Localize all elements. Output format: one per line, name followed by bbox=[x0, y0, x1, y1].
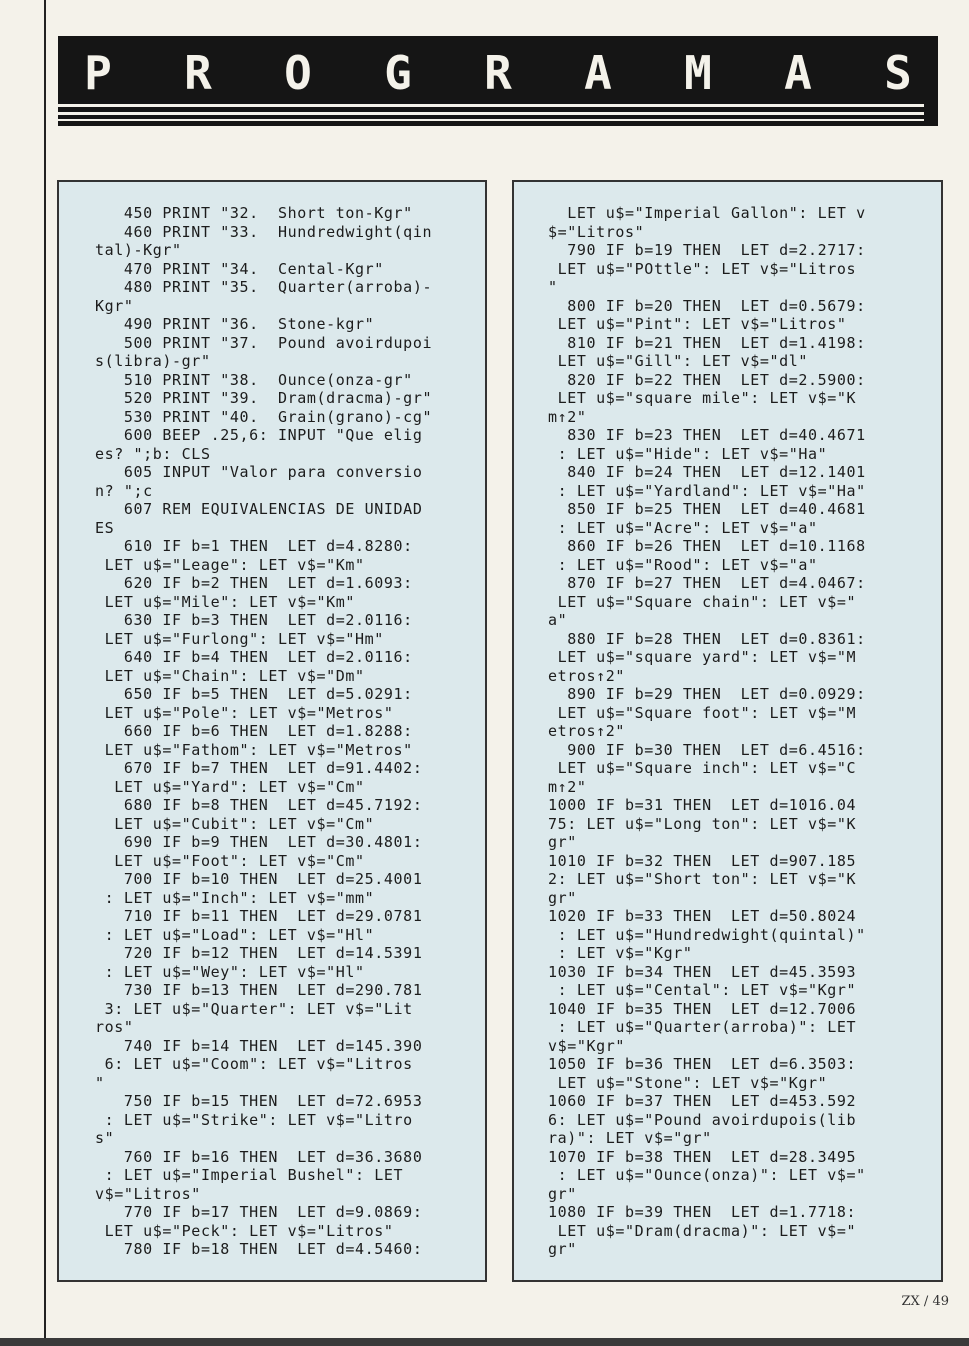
code-line: 670 IF b=7 THEN LET d=91.4402: bbox=[95, 759, 423, 777]
code-line: LET u$="Cubit": LET v$="Cm" bbox=[95, 814, 375, 833]
banner-letter: M bbox=[684, 46, 712, 100]
code-line: 650 IF b=5 THEN LET d=5.0291: bbox=[95, 685, 413, 703]
code-lines-left bbox=[95, 204, 432, 1259]
banner-stripe bbox=[58, 119, 924, 121]
bottom-edge bbox=[0, 1338, 969, 1346]
code-line: 860 IF b=26 THEN LET d=10.1168 bbox=[548, 537, 866, 555]
code-line: : LET u$="Wey": LET v$="Hl" bbox=[95, 962, 365, 981]
code-line: tal)-Kgr" bbox=[95, 241, 182, 259]
page-number: ZX / 49 bbox=[901, 1294, 949, 1309]
code-line: $="Litros" bbox=[548, 222, 645, 241]
code-line: : LET u$="Yardland": LET v$="Ha" bbox=[548, 481, 866, 500]
code-line: 730 IF b=13 THEN LET d=290.781 bbox=[95, 981, 423, 999]
code-line: gr" bbox=[548, 833, 577, 851]
code-line: 1060 IF b=37 THEN LET d=453.592 bbox=[548, 1092, 857, 1110]
banner-letter: A bbox=[784, 46, 812, 100]
code-line: : LET u$="Strike": LET v$="Litro bbox=[95, 1110, 413, 1129]
code-line: 600 BEEP .25,6: INPUT "Que elig bbox=[95, 426, 423, 444]
code-line: LET u$="Peck": LET v$="Litros" bbox=[95, 1221, 394, 1240]
code-line: v$="Kgr" bbox=[548, 1036, 626, 1055]
code-line: 1070 IF b=38 THEN LET d=28.3495 bbox=[548, 1147, 857, 1166]
code-line: 6: LET u$="Pound avoirdupois(lib bbox=[548, 1110, 857, 1129]
code-line: 460 PRINT "33. Hundredwight(qin bbox=[95, 222, 433, 241]
code-line: 690 IF b=9 THEN LET d=30.4801: bbox=[95, 833, 423, 851]
code-line: 740 IF b=14 THEN LET d=145.390 bbox=[95, 1036, 423, 1055]
code-line: m↑2" bbox=[548, 407, 587, 426]
code-line: etros↑2" bbox=[548, 666, 626, 685]
code-line: LET u$="Leage": LET v$="Km" bbox=[95, 555, 365, 574]
code-line: LET u$="Pole": LET v$="Metros" bbox=[95, 703, 394, 722]
code-line: LET u$="Foot": LET v$="Cm" bbox=[95, 851, 365, 870]
code-line: LET u$="square mile": LET v$="K bbox=[548, 389, 857, 407]
code-listing-left bbox=[57, 180, 487, 1282]
code-line: ros" bbox=[95, 1018, 134, 1036]
code-line: 6: LET u$="Coom": LET v$="Litros bbox=[95, 1055, 413, 1073]
code-line: : LET u$="Inch": LET v$="mm" bbox=[95, 888, 375, 907]
code-line: : LET u$="Acre": LET v$="a" bbox=[548, 518, 818, 537]
code-line: ra)": LET v$="gr" bbox=[548, 1129, 712, 1147]
code-line: 800 IF b=20 THEN LET d=0.5679: bbox=[548, 296, 866, 315]
code-line: 1050 IF b=36 THEN LET d=6.3503: bbox=[548, 1055, 857, 1073]
code-line: LET u$="POttle": LET v$="Litros bbox=[548, 259, 857, 278]
code-line: LET u$="Yard": LET v$="Cm" bbox=[95, 777, 365, 796]
code-line: 810 IF b=21 THEN LET d=1.4198: bbox=[548, 333, 866, 352]
code-listing-right bbox=[512, 180, 943, 1282]
code-line: LET u$="Chain": LET v$="Dm" bbox=[95, 666, 365, 685]
code-line: " bbox=[95, 1073, 105, 1092]
banner-stripe bbox=[58, 104, 924, 107]
code-line: es? ";b: CLS bbox=[95, 444, 211, 463]
code-line: LET u$="Dram(dracma)": LET v$=" bbox=[548, 1221, 857, 1240]
banner-letter: R bbox=[484, 46, 512, 100]
code-line: 680 IF b=8 THEN LET d=45.7192: bbox=[95, 796, 423, 814]
code-line: 3: LET u$="Quarter": LET v$="Lit bbox=[95, 999, 413, 1018]
code-line: 1020 IF b=33 THEN LET d=50.8024 bbox=[548, 907, 857, 925]
banner-stripe bbox=[58, 112, 924, 115]
code-line: : LET u$="Ounce(onza)": LET v$=" bbox=[548, 1166, 866, 1184]
code-line: 710 IF b=11 THEN LET d=29.0781 bbox=[95, 907, 423, 925]
code-line: LET u$="Mile": LET v$="Km" bbox=[95, 592, 356, 611]
code-line: 780 IF b=18 THEN LET d=4.5460: bbox=[95, 1240, 423, 1258]
code-line: 840 IF b=24 THEN LET d=12.1401 bbox=[548, 463, 866, 481]
code-line: 470 PRINT "34. Cental-Kgr" bbox=[95, 259, 384, 278]
code-line: LET u$="square yard": LET v$="M bbox=[548, 648, 857, 666]
code-line: 620 IF b=2 THEN LET d=1.6093: bbox=[95, 574, 413, 592]
code-lines-right bbox=[548, 204, 866, 1259]
code-line: 900 IF b=30 THEN LET d=6.4516: bbox=[548, 740, 866, 759]
code-line: 820 IF b=22 THEN LET d=2.5900: bbox=[548, 370, 866, 389]
code-line: m↑2" bbox=[548, 777, 587, 796]
code-line: : LET u$="Cental": LET v$="Kgr" bbox=[548, 981, 857, 999]
code-line: LET u$="Square foot": LET v$="M bbox=[548, 703, 857, 722]
code-line: 510 PRINT "38. Ounce(onza-gr" bbox=[95, 370, 413, 389]
code-line: 490 PRINT "36. Stone-kgr" bbox=[95, 315, 375, 333]
code-line: 480 PRINT "35. Quarter(arroba)- bbox=[95, 278, 433, 296]
code-line: 630 IF b=3 THEN LET d=2.0116: bbox=[95, 611, 413, 629]
code-line: 607 REM EQUIVALENCIAS DE UNIDAD bbox=[95, 500, 423, 518]
code-line: 790 IF b=19 THEN LET d=2.2717: bbox=[548, 241, 866, 259]
code-line: 870 IF b=27 THEN LET d=4.0467: bbox=[548, 574, 866, 592]
code-line: 770 IF b=17 THEN LET d=9.0869: bbox=[95, 1203, 423, 1221]
code-line: 640 IF b=4 THEN LET d=2.0116: bbox=[95, 648, 413, 666]
code-line: gr" bbox=[548, 888, 577, 907]
code-line: : LET u$="Imperial Bushel": LET bbox=[95, 1166, 404, 1184]
code-line: s" bbox=[95, 1129, 115, 1147]
code-line: 880 IF b=28 THEN LET d=0.8361: bbox=[548, 629, 866, 648]
code-line: Kgr" bbox=[95, 296, 134, 315]
code-line: 610 IF b=1 THEN LET d=4.8280: bbox=[95, 537, 413, 555]
binding-rule bbox=[44, 0, 46, 1346]
code-line: 1080 IF b=39 THEN LET d=1.7718: bbox=[548, 1203, 857, 1221]
code-line: 750 IF b=15 THEN LET d=72.6953 bbox=[95, 1092, 423, 1110]
code-line: 2: LET u$="Short ton": LET v$="K bbox=[548, 870, 857, 888]
code-line: 760 IF b=16 THEN LET d=36.3680 bbox=[95, 1147, 423, 1166]
code-line: 520 PRINT "39. Dram(dracma)-gr" bbox=[95, 389, 433, 407]
banner-letter: O bbox=[284, 46, 312, 100]
banner-letter: S bbox=[884, 46, 912, 100]
code-line: n? ";c bbox=[95, 481, 153, 500]
code-line: 500 PRINT "37. Pound avoirdupoi bbox=[95, 333, 433, 352]
code-line: LET u$="Furlong": LET v$="Hm" bbox=[95, 629, 384, 648]
code-line: 530 PRINT "40. Grain(grano)-cg" bbox=[95, 407, 433, 426]
banner-title bbox=[58, 46, 938, 100]
code-line: 75: LET u$="Long ton": LET v$="K bbox=[548, 814, 857, 833]
code-line: 1000 IF b=31 THEN LET d=1016.04 bbox=[548, 796, 857, 814]
banner-letter: G bbox=[384, 46, 412, 100]
code-line: LET u$="Gill": LET v$="dl" bbox=[548, 352, 809, 370]
code-line: 700 IF b=10 THEN LET d=25.4001 bbox=[95, 870, 423, 888]
code-line: 1030 IF b=34 THEN LET d=45.3593 bbox=[548, 962, 857, 981]
code-line: 1040 IF b=35 THEN LET d=12.7006 bbox=[548, 999, 857, 1018]
code-line: LET u$="Fathom": LET v$="Metros" bbox=[95, 740, 413, 759]
code-line: gr" bbox=[548, 1184, 577, 1203]
code-line: 660 IF b=6 THEN LET d=1.8288: bbox=[95, 722, 413, 740]
code-line: 830 IF b=23 THEN LET d=40.4671 bbox=[548, 426, 866, 444]
code-line: LET u$="Pint": LET v$="Litros" bbox=[548, 315, 847, 333]
code-line: LET u$="Square inch": LET v$="C bbox=[548, 759, 857, 777]
code-line: 1010 IF b=32 THEN LET d=907.185 bbox=[548, 851, 857, 870]
banner-letter: R bbox=[184, 46, 212, 100]
code-line: gr" bbox=[548, 1240, 577, 1258]
code-line: 450 PRINT "32. Short ton-Kgr" bbox=[95, 204, 413, 222]
code-line: LET u$="Stone": LET v$="Kgr" bbox=[548, 1073, 828, 1092]
banner-letter: A bbox=[584, 46, 612, 100]
code-line: LET u$="Square chain": LET v$=" bbox=[548, 592, 857, 611]
code-line: : LET v$="Kgr" bbox=[548, 944, 693, 962]
code-line: : LET u$="Quarter(arroba)": LET bbox=[548, 1018, 857, 1036]
code-line: " bbox=[548, 278, 558, 296]
code-line: v$="Litros" bbox=[95, 1184, 201, 1203]
banner-letter: P bbox=[84, 46, 112, 100]
code-line: : LET u$="Rood": LET v$="a" bbox=[548, 555, 818, 574]
code-line: 890 IF b=29 THEN LET d=0.0929: bbox=[548, 685, 866, 703]
section-banner bbox=[58, 36, 938, 126]
code-line: a" bbox=[548, 611, 568, 629]
code-line: 850 IF b=25 THEN LET d=40.4681 bbox=[548, 500, 866, 518]
code-line: : LET u$="Hide": LET v$="Ha" bbox=[548, 444, 828, 463]
code-line: s(libra)-gr" bbox=[95, 352, 211, 370]
code-line: 605 INPUT "Valor para conversio bbox=[95, 463, 423, 481]
code-line: : LET u$="Hundredwight(quintal)" bbox=[548, 925, 866, 944]
code-line: ES bbox=[95, 518, 115, 537]
code-line: 720 IF b=12 THEN LET d=14.5391 bbox=[95, 944, 423, 962]
code-line: LET u$="Imperial Gallon": LET v bbox=[548, 204, 866, 222]
code-line: : LET u$="Load": LET v$="Hl" bbox=[95, 925, 375, 944]
code-line: etros↑2" bbox=[548, 722, 626, 740]
